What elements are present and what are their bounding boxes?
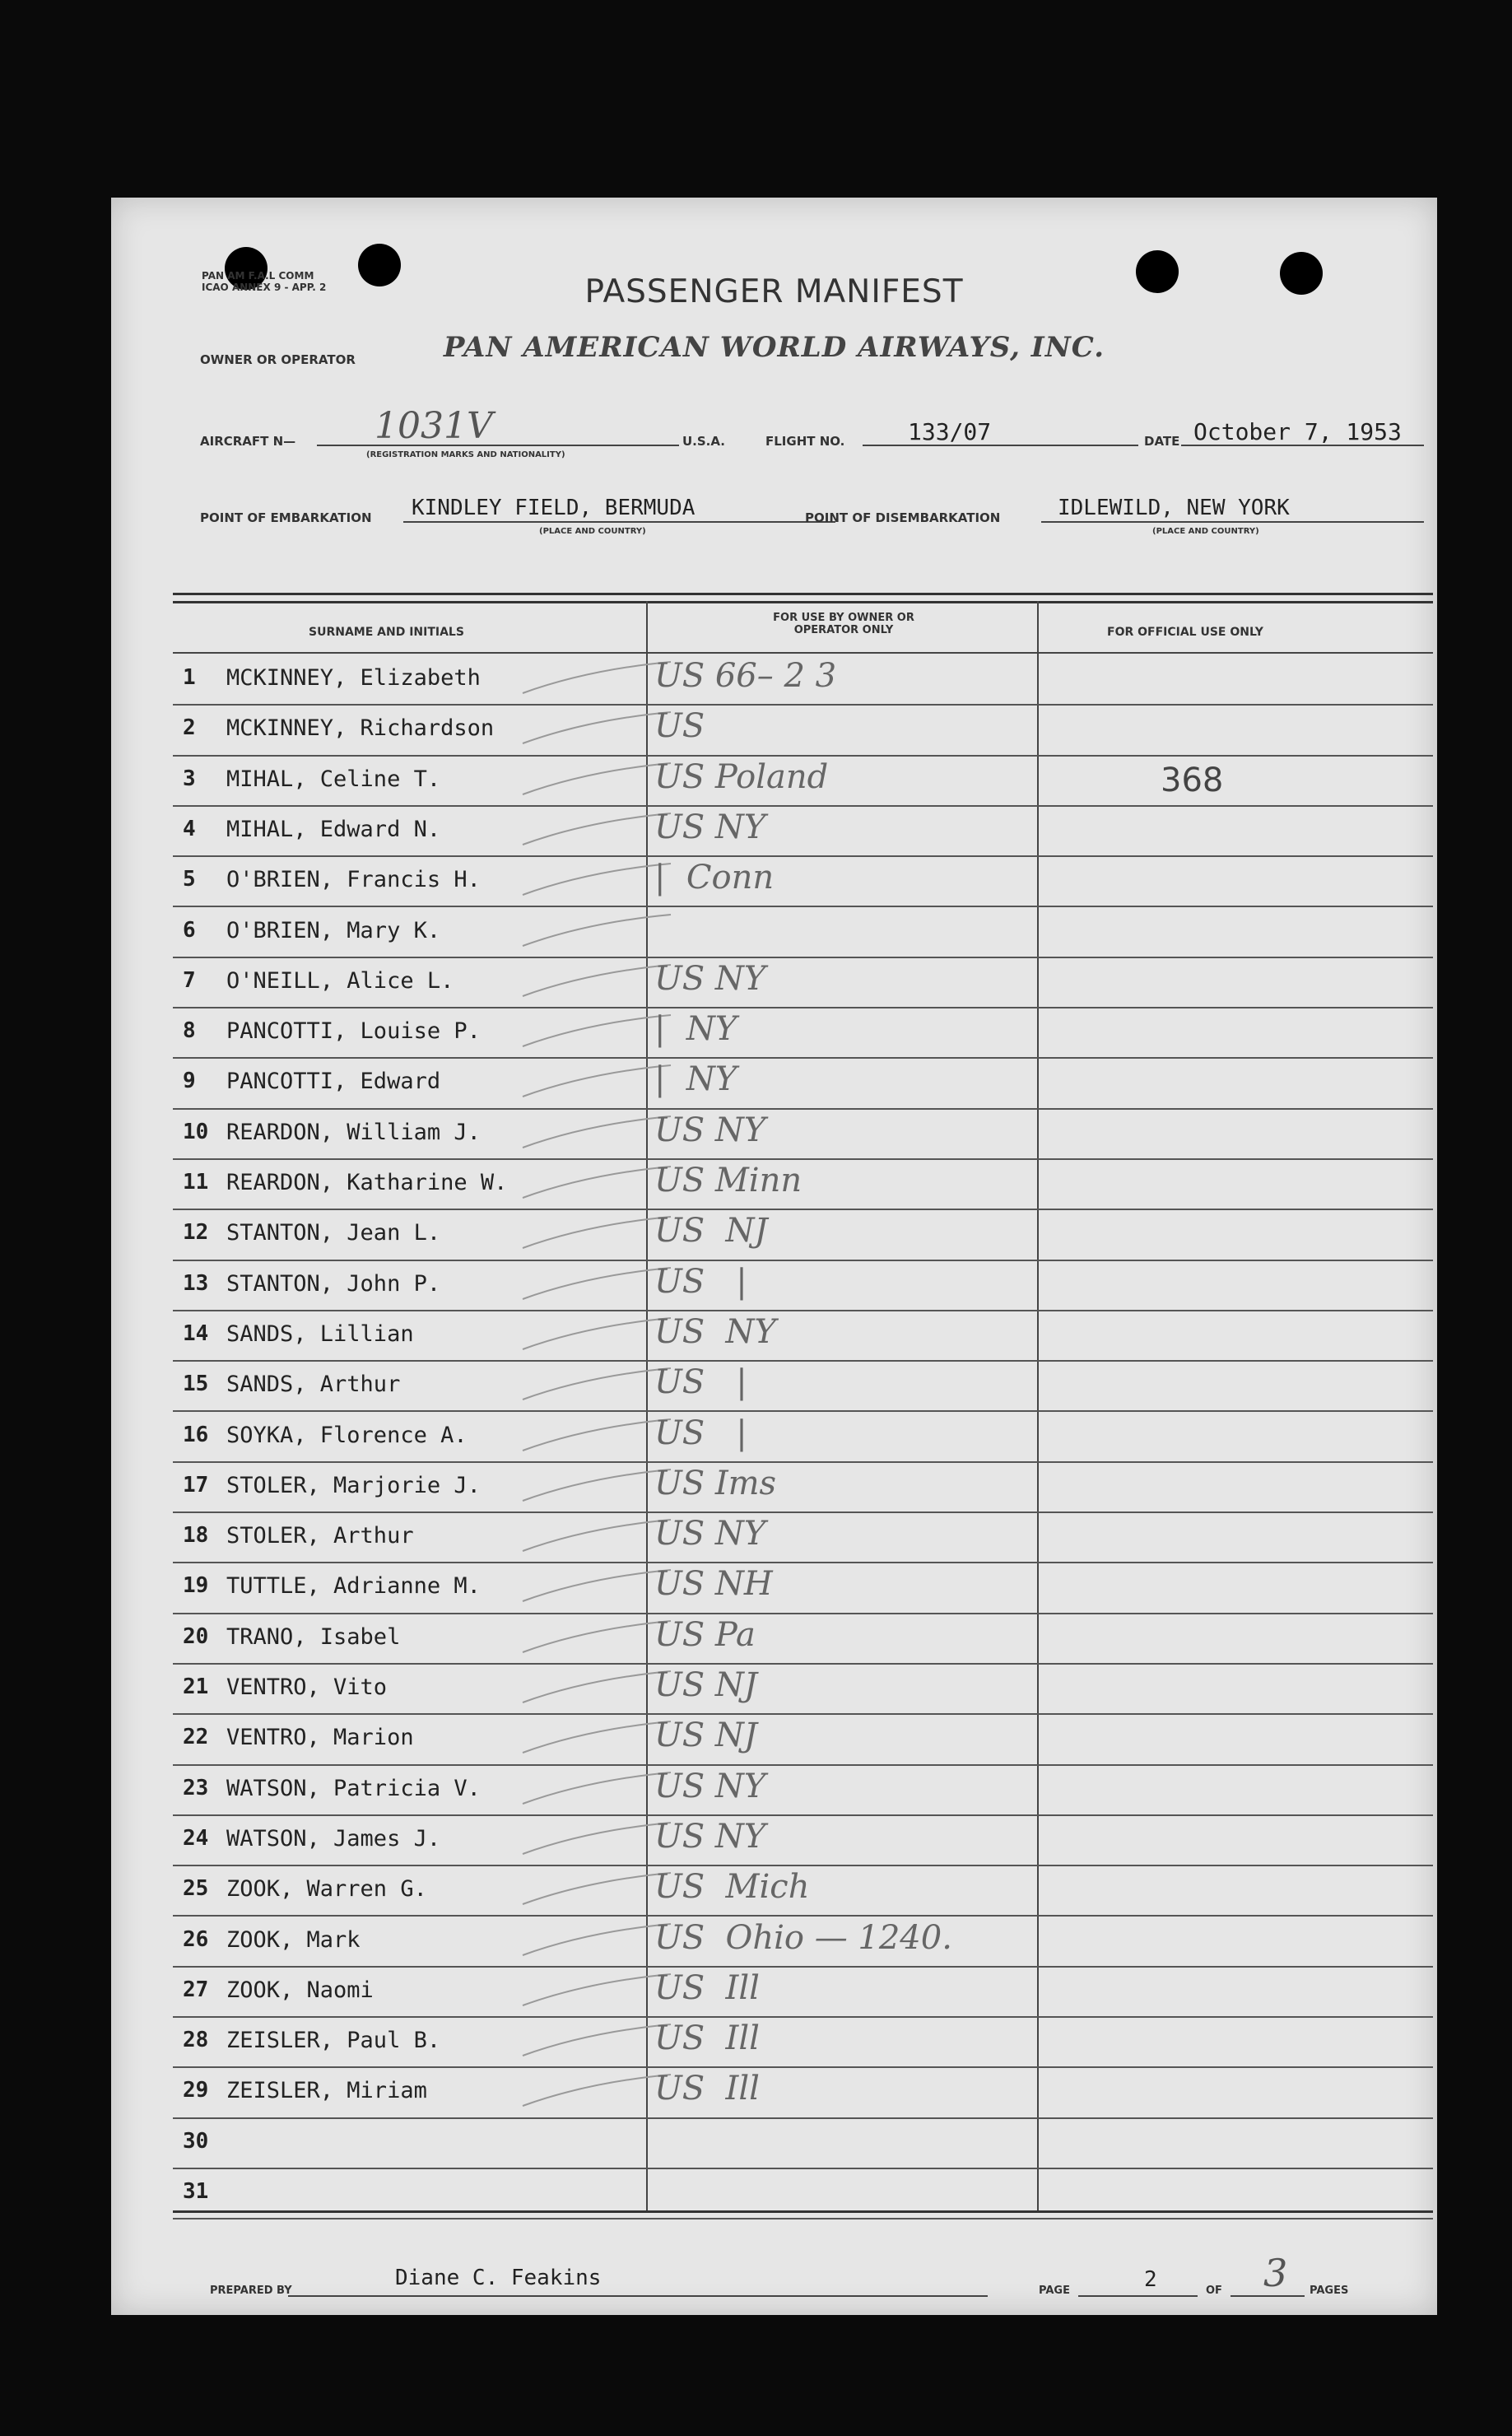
owner-use-notes: | NY <box>654 1010 737 1049</box>
passenger-name: MIHAL, Celine T. <box>226 766 441 792</box>
owner-use-notes: US NJ <box>654 1666 757 1704</box>
check-mark-icon <box>519 1518 675 1555</box>
passenger-name: SOYKA, Florence A. <box>226 1422 468 1448</box>
header-official: FOR OFFICIAL USE ONLY <box>1107 626 1263 639</box>
table-row <box>173 855 1433 907</box>
table-top-rule-2 <box>173 601 1433 603</box>
of-value: 3 <box>1263 2251 1288 2295</box>
check-mark-icon <box>519 1013 675 1050</box>
check-mark-icon <box>519 1215 675 1252</box>
page-label: PAGE <box>1039 2285 1070 2297</box>
date-value: October 7, 1953 <box>1193 418 1402 445</box>
table-row <box>173 1966 1433 2018</box>
pages-label: PAGES <box>1310 2285 1349 2297</box>
owner-use-notes: US Ims <box>654 1464 777 1502</box>
check-mark-icon <box>519 2073 675 2110</box>
embark-value: KINDLEY FIELD, BERMUDA <box>412 496 696 520</box>
check-mark-icon <box>519 963 675 1000</box>
passenger-name: O'NEILL, Alice L. <box>226 967 454 994</box>
manifest-sheet <box>111 198 1437 2315</box>
row-number: 28 <box>183 2028 209 2053</box>
header-surname: SURNAME AND INITIALS <box>309 626 464 639</box>
row-number: 1 <box>183 665 196 690</box>
usa-label: U.S.A. <box>682 434 725 449</box>
owner-use-notes: US Ill <box>654 2070 760 2108</box>
row-number: 15 <box>183 1372 209 1397</box>
table-row <box>173 755 1433 807</box>
aircraft-underline <box>317 445 679 446</box>
passenger-name: TRANO, Isabel <box>226 1623 401 1650</box>
table-row <box>173 1007 1433 1059</box>
table-row <box>173 1057 1433 1109</box>
owner-use-notes: US NY <box>654 808 766 846</box>
owner-use-notes: US NY <box>654 1312 776 1351</box>
check-mark-icon <box>519 913 675 950</box>
owner-use-notes: US NY <box>654 1767 766 1805</box>
row-number: 11 <box>183 1170 209 1195</box>
passenger-name: O'BRIEN, Francis H. <box>226 867 481 893</box>
aircraft-label: AIRCRAFT N— <box>200 434 296 449</box>
table-row <box>173 654 1433 706</box>
check-mark-icon <box>519 1165 675 1202</box>
disembark-caption: (PLACE AND COUNTRY) <box>1152 527 1259 536</box>
check-mark-icon <box>519 1367 675 1404</box>
prepared-underline <box>288 2295 988 2297</box>
row-number: 23 <box>183 1775 209 1800</box>
owner-use-notes: US Ohio — 1240. <box>654 1918 952 1957</box>
owner-use-notes: US NH <box>654 1565 773 1604</box>
owner-use-notes: | Conn <box>654 859 775 897</box>
date-label: DATE <box>1144 434 1180 449</box>
passenger-name: PANCOTTI, Louise P. <box>226 1018 481 1045</box>
passenger-name: TUTTLE, Adrianne M. <box>226 1573 481 1600</box>
row-number: 24 <box>183 1825 209 1851</box>
flight-underline <box>863 445 1138 446</box>
passenger-name: SANDS, Arthur <box>226 1372 401 1398</box>
owner-use-notes: US | <box>654 1414 747 1452</box>
table-row <box>173 1663 1433 1715</box>
row-number: 6 <box>183 917 196 943</box>
owner-use-notes: US Poland <box>654 757 829 796</box>
check-mark-icon <box>519 1115 675 1152</box>
row-number: 19 <box>183 1573 209 1599</box>
table-row <box>173 1360 1433 1412</box>
table-row <box>173 805 1433 857</box>
owner-value: PAN AMERICAN WORLD AIRWAYS, INC. <box>443 331 1105 364</box>
passenger-name: ZEISLER, Miriam <box>226 2078 427 2104</box>
table-row <box>173 1158 1433 1210</box>
check-mark-icon <box>519 660 675 697</box>
check-mark-icon <box>519 862 675 899</box>
passenger-name: STANTON, John P. <box>226 1270 441 1297</box>
embark-caption: (PLACE AND COUNTRY) <box>539 527 646 536</box>
owner-use-notes: | NY <box>654 1060 737 1099</box>
row-number: 13 <box>183 1270 209 1296</box>
check-mark-icon <box>519 1468 675 1505</box>
passenger-name: STOLER, Marjorie J. <box>226 1472 481 1498</box>
row-number: 14 <box>183 1320 209 1346</box>
passenger-name: REARDON, Katharine W. <box>226 1170 508 1195</box>
aircraft-caption: (REGISTRATION MARKS AND NATIONALITY) <box>366 450 565 459</box>
prepared-label: PREPARED BY <box>210 2285 292 2297</box>
table-row <box>173 704 1433 756</box>
owner-use-notes: US NJ <box>654 1716 757 1755</box>
row-number: 5 <box>183 867 196 892</box>
check-mark-icon <box>519 1418 675 1455</box>
embark-underline <box>403 521 835 523</box>
passenger-name: ZOOK, Naomi <box>226 1977 374 2003</box>
owner-use-notes: US | <box>654 1262 747 1301</box>
check-mark-icon <box>519 1871 675 1908</box>
passenger-name: ZOOK, Warren G. <box>226 1876 427 1903</box>
owner-use-notes: US 66– 2 3 <box>654 657 837 695</box>
row-number: 25 <box>183 1876 209 1902</box>
passenger-name: SANDS, Lillian <box>226 1320 414 1347</box>
disembark-label: POINT OF DISEMBARKATION <box>805 510 1001 525</box>
row-number: 17 <box>183 1472 209 1497</box>
row-number: 31 <box>183 2179 209 2204</box>
row-number: 20 <box>183 1623 209 1649</box>
check-mark-icon <box>519 1568 675 1605</box>
owner-use-notes: US NY <box>654 1515 766 1553</box>
row-number: 16 <box>183 1422 209 1447</box>
disembark-value: IDLEWILD, NEW YORK <box>1058 496 1290 520</box>
row-number: 22 <box>183 1725 209 1750</box>
row-number: 2 <box>183 715 196 741</box>
table-row <box>173 1814 1433 1866</box>
table-row <box>173 1562 1433 1614</box>
official-use-notes: 368 <box>1161 761 1224 799</box>
row-number: 27 <box>183 1977 209 2002</box>
row-number: 4 <box>183 816 196 841</box>
check-mark-icon <box>519 1064 675 1101</box>
table-bottom-rule <box>173 2210 1433 2213</box>
form-ref-line1: PAN AM F.A.L COMM <box>202 270 314 282</box>
header-owner-use: FOR USE BY OWNER OR OPERATOR ONLY <box>773 612 914 636</box>
page-title: PASSENGER MANIFEST <box>584 273 964 310</box>
table-row <box>173 1260 1433 1311</box>
passenger-name: O'BRIEN, Mary K. <box>226 917 441 943</box>
table-row <box>173 2117 1433 2169</box>
check-mark-icon <box>519 1821 675 1858</box>
owner-use-notes: US <box>654 707 705 746</box>
passenger-name: MCKINNEY, Richardson <box>226 715 495 742</box>
table-row <box>173 1511 1433 1563</box>
owner-use-notes: US Mich <box>654 1868 810 1907</box>
check-mark-icon <box>519 812 675 849</box>
check-mark-icon <box>519 762 675 799</box>
check-mark-icon <box>519 710 675 748</box>
row-number: 9 <box>183 1069 196 1094</box>
check-mark-icon <box>519 1316 675 1353</box>
disembark-underline <box>1041 521 1424 523</box>
check-mark-icon <box>519 1922 675 1959</box>
page-value: 2 <box>1144 2267 1157 2292</box>
check-mark-icon <box>519 1771 675 1808</box>
passenger-name: STOLER, Arthur <box>226 1523 414 1549</box>
passenger-name: REARDON, William J. <box>226 1119 481 1145</box>
owner-use-notes: US NJ <box>654 1212 768 1251</box>
form-ref-line2: ICAO ANNEX 9 - APP. 2 <box>202 282 327 293</box>
table-row <box>173 906 1433 958</box>
passenger-name: ZEISLER, Paul B. <box>226 2028 441 2054</box>
passenger-name: MIHAL, Edward N. <box>226 816 441 842</box>
prepared-value: Diane C. Feakins <box>395 2266 602 2290</box>
row-number: 8 <box>183 1018 196 1044</box>
table-row <box>173 1209 1433 1260</box>
table-row <box>173 1764 1433 1816</box>
owner-label: OWNER OR OPERATOR <box>200 352 356 367</box>
row-number: 30 <box>183 2128 209 2154</box>
row-number: 21 <box>183 1674 209 1699</box>
check-mark-icon <box>519 1670 675 1707</box>
passenger-name: ZOOK, Mark <box>226 1926 361 1953</box>
check-mark-icon <box>519 1973 675 2010</box>
passenger-name: VENTRO, Marion <box>226 1725 414 1751</box>
table-row <box>173 1411 1433 1463</box>
table-row <box>173 1310 1433 1362</box>
check-mark-icon <box>519 1720 675 1757</box>
embark-label: POINT OF EMBARKATION <box>200 510 372 525</box>
table-row <box>173 1461 1433 1513</box>
passenger-name: MCKINNEY, Elizabeth <box>226 665 481 691</box>
row-number: 12 <box>183 1220 209 1246</box>
owner-use-notes: US Minn <box>654 1162 803 1199</box>
row-number: 26 <box>183 1926 209 1952</box>
table-top-rule <box>173 593 1433 595</box>
row-number: 18 <box>183 1523 209 1549</box>
passenger-name: VENTRO, Vito <box>226 1674 388 1700</box>
table-row <box>173 2016 1433 2068</box>
owner-use-notes: US NY <box>654 959 766 998</box>
passenger-name: STANTON, Jean L. <box>226 1220 441 1246</box>
check-mark-icon <box>519 1266 675 1303</box>
owner-use-notes: US Ill <box>654 2019 760 2058</box>
passenger-name: WATSON, Patricia V. <box>226 1775 481 1801</box>
row-number: 29 <box>183 2078 209 2103</box>
table-row <box>173 1108 1433 1160</box>
aircraft-value: 1031V <box>375 405 493 447</box>
of-label: OF <box>1206 2285 1222 2297</box>
table-row <box>173 957 1433 1008</box>
check-mark-icon <box>519 1619 675 1656</box>
table-row <box>173 1865 1433 1917</box>
row-number: 7 <box>183 967 196 993</box>
check-mark-icon <box>519 2023 675 2060</box>
table-row <box>173 2066 1433 2118</box>
row-number: 10 <box>183 1119 209 1144</box>
flight-label: FLIGHT NO. <box>765 434 845 449</box>
passenger-name: PANCOTTI, Edward <box>226 1069 441 1095</box>
owner-use-notes: US Ill <box>654 1968 760 2007</box>
row-number: 3 <box>183 766 196 791</box>
owner-use-notes: US | <box>654 1363 747 1402</box>
of-underline <box>1231 2295 1305 2297</box>
table-row <box>173 1613 1433 1665</box>
table-row <box>173 1713 1433 1765</box>
table-row <box>173 1916 1433 1968</box>
page-underline <box>1078 2295 1198 2297</box>
owner-use-notes: US NY <box>654 1817 766 1856</box>
owner-use-notes: US Pa <box>654 1615 756 1654</box>
flight-value: 133/07 <box>908 418 992 445</box>
owner-use-notes: US NY <box>654 1111 766 1149</box>
passenger-name: WATSON, James J. <box>226 1825 441 1851</box>
